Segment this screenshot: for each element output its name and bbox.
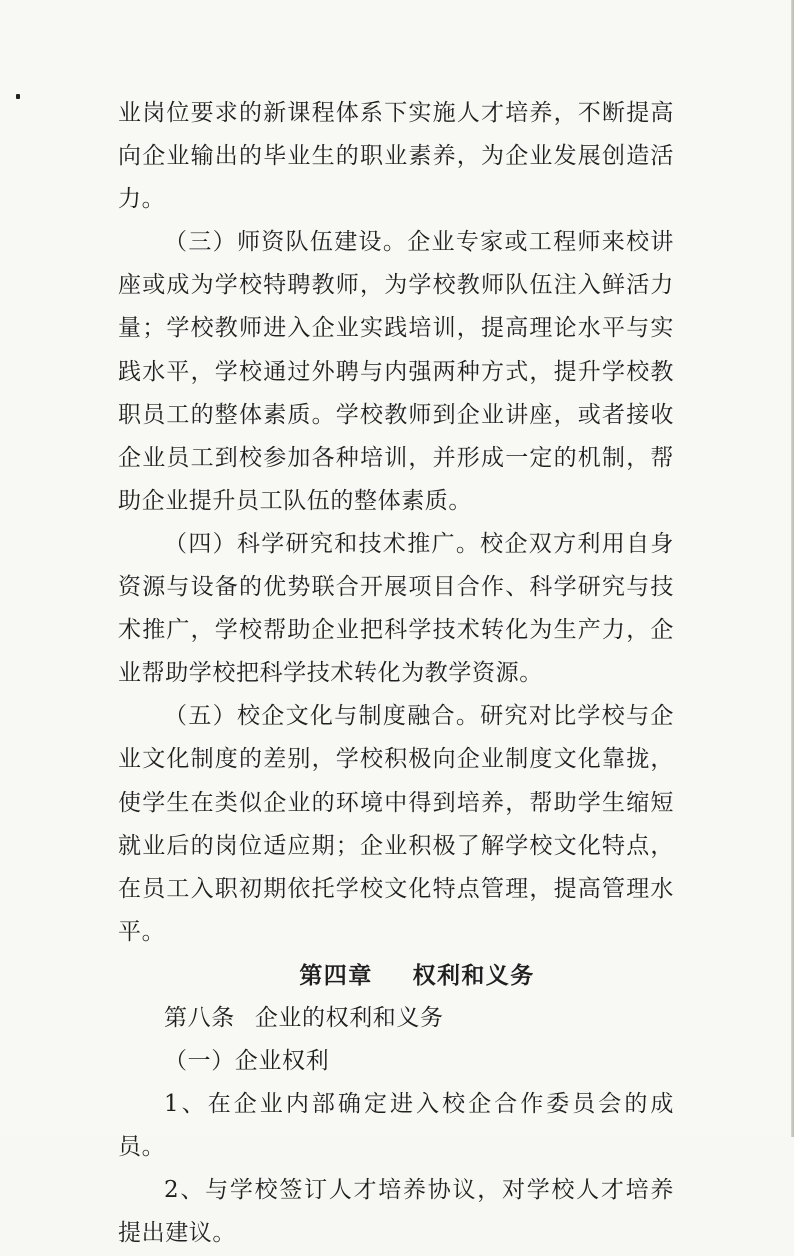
chapter-title: 权利和义务 (412, 961, 535, 989)
document-body (118, 92, 674, 1256)
paragraph-research: （四）科学研究和技术推广。校企双方利用自身资源与设备的优势联合开展项目合作、科学研究与技术推广，学校帮助企业把科学技术转化为生产力，企业帮助学校把科学技术转化为教学资源。 (118, 530, 674, 687)
chapter-heading (118, 954, 674, 997)
paragraph-teacher-team: （三）师资队伍建设。企业专家或工程师来校讲座或成为学校特聘教师，为学校教师队伍注入鲜活力量；学校教师进入企业实践培训，提高理论水平与实践水平，学校通过外聘与内强两种方式，提升学校教职员工的整体素质。学校教师到企业讲座，或者接收企业员工到校参加各种培训，并形成一定的机制，帮助企业提升员工队伍的整体素质。 (118, 229, 674, 514)
section-heading-enterprise-rights: （一）企业权利 (164, 1048, 330, 1075)
paragraph-continuation: 业岗位要求的新课程体系下实施人才培养，不断提高向企业输出的毕业生的职业素养，为企业发展创造活力。 (118, 100, 674, 213)
scan-mark (16, 94, 20, 99)
article-number: 第八条 (164, 1004, 235, 1031)
article-title: 企业的权利和义务 (254, 1004, 444, 1031)
list-item: 1、在企业内部确定进入校企合作委员会的成员。 (118, 1091, 674, 1161)
list-item: 2、与学校签订人才培养协议，对学校人才培养提出建议。 (118, 1177, 674, 1247)
article-heading (118, 997, 674, 1040)
chapter-number: 第四章 (299, 961, 373, 989)
paragraph-culture: （五）校企文化与制度融合。研究对比学校与企业文化制度的差别，学校积极向企业制度文化靠拢，使学生在类似企业的环境中得到培养，帮助学生缩短就业后的岗位适应期；企业积极了解学校文化特点，在员工入职初期依托学校文化特点管理，提高管理水平。 (118, 703, 674, 945)
